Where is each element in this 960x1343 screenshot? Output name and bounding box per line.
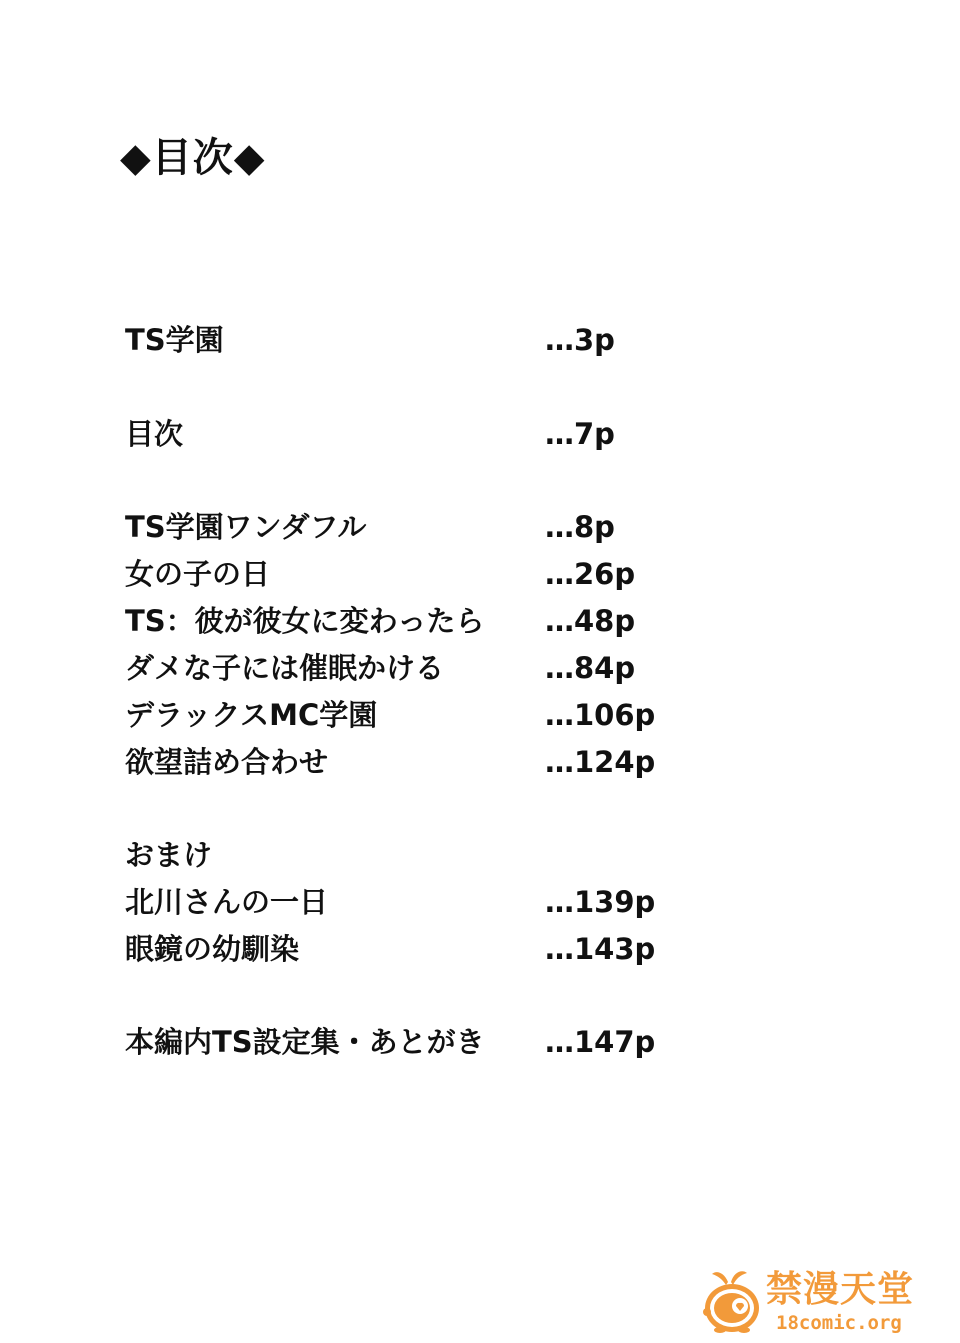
toc-entry-title: おまけ [125, 838, 213, 872]
toc-entry [125, 882, 765, 922]
toc-entry [125, 1022, 765, 1062]
toc-entry-page: …84p [545, 651, 636, 685]
toc-entry [125, 742, 765, 782]
toc-entry-title: デラックスMC学園 [125, 698, 378, 732]
table-of-contents [125, 0, 765, 1343]
toc-entry-title: ダメな子には催眠かける [125, 651, 445, 685]
toc-entry [125, 507, 765, 547]
toc-entry-page: …147p [545, 1025, 656, 1059]
toc-entry-page: …26p [545, 557, 636, 591]
site-watermark [698, 1266, 938, 1338]
toc-entry [125, 601, 765, 641]
watermark-site-name: 禁漫天堂 [766, 1269, 915, 1310]
toc-entry-page: …124p [545, 745, 656, 779]
toc-entry-page: …48p [545, 604, 636, 638]
toc-entry-page: …143p [545, 932, 656, 966]
toc-entry-title: TS学園 [125, 323, 224, 357]
toc-entry-page: …8p [545, 510, 615, 544]
toc-entry-page: …3p [545, 323, 615, 357]
toc-entry-title: TS：彼が彼女に変わったら [125, 604, 485, 638]
toc-entry [125, 695, 765, 735]
watermark-site-url: 18comic.org [776, 1312, 902, 1334]
toc-entry-page: …106p [545, 698, 656, 732]
toc-entry-title: 目次 [125, 417, 184, 451]
toc-entry-title: 本編内TS設定集・あとがき [125, 1025, 485, 1059]
toc-entry-page: …7p [545, 417, 615, 451]
toc-entry [125, 414, 765, 454]
toc-entry-page: …139p [545, 885, 656, 919]
toc-entry [125, 320, 765, 360]
toc-entry-title: 北川さんの一日 [125, 885, 329, 919]
toc-entry-title: 欲望詰め合わせ [125, 745, 329, 779]
toc-entry [125, 929, 765, 969]
toc-entry [125, 554, 765, 594]
page-title: ◆目次◆ [120, 135, 266, 181]
toc-entry-title: 眼鏡の幼馴染 [125, 932, 300, 966]
toc-entry [125, 648, 765, 688]
toc-section-heading [125, 835, 765, 875]
toc-entry-title: TS学園ワンダフル [125, 510, 367, 544]
mascot-logo-icon [698, 1266, 764, 1336]
toc-entry-title: 女の子の日 [125, 557, 271, 591]
